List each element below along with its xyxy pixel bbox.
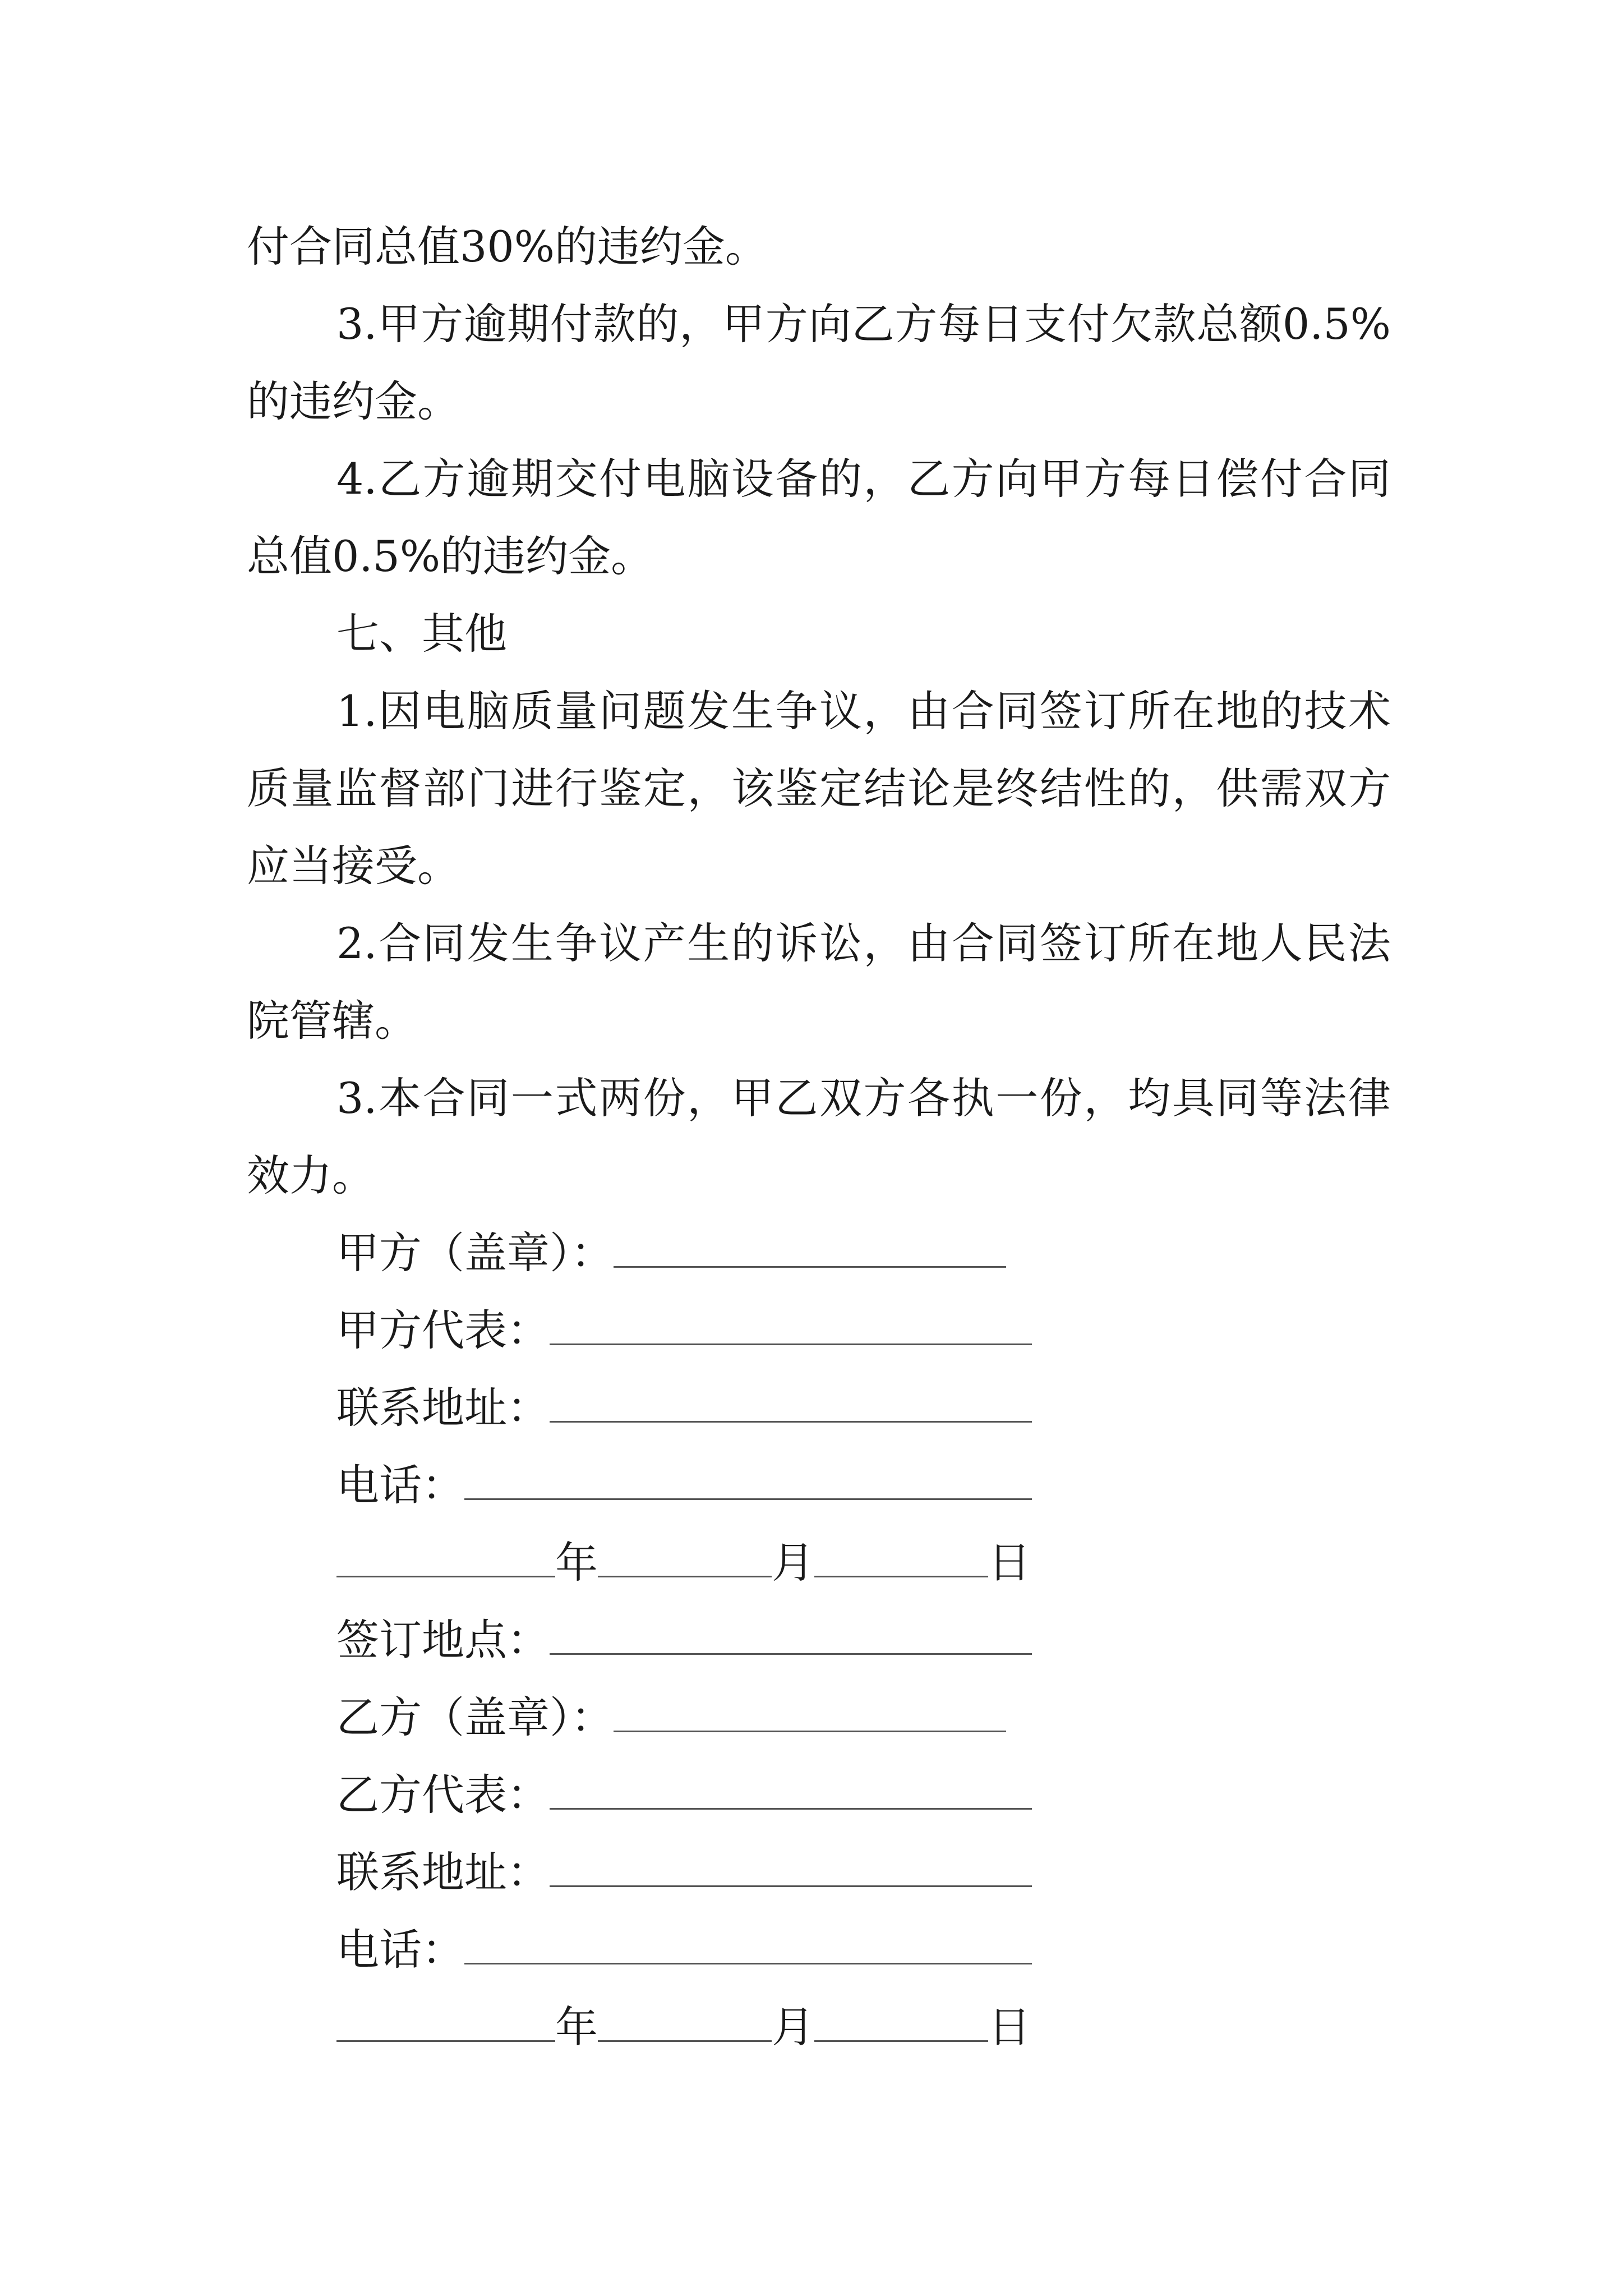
party-a-seal-label: 甲方（盖章）： [336,1228,614,1278]
party-a-seal-blank[interactable] [614,1229,1006,1268]
paragraph-line: 的违约金。 [247,376,460,426]
paragraph-line: 4.乙方逾期交付电脑设备的，乙方向甲方每日偿付合同 [336,454,1391,504]
party-b-seal-blank[interactable] [614,1694,1006,1732]
party-b-month-blank[interactable] [598,2003,772,2042]
party-a-phone-row [336,1446,1032,1525]
party-a-day-blank[interactable] [814,1539,988,1577]
signing-place-row [336,1601,1032,1680]
paragraph-line: 3.甲方逾期付款的，甲方向乙方每日支付欠款总额0.5% [336,299,1391,349]
party-a-date-row [336,1524,1031,1602]
party-b-address-label: 联系地址： [336,1847,550,1897]
party-b-phone-label: 电话： [336,1925,464,1975]
paragraph-line: 总值0.5%的违约金。 [247,531,654,581]
paragraph-line: 应当接受。 [247,841,460,891]
paragraph-line: 付合同总值30%的违约金。 [247,222,768,272]
party-b-rep-blank[interactable] [550,1771,1032,1810]
party-a-rep-blank[interactable] [550,1306,1032,1345]
signing-place-blank[interactable] [550,1616,1032,1655]
party-b-address-row [336,1833,1032,1912]
party-b-phone-blank[interactable] [464,1926,1032,1964]
party-b-day-blank[interactable] [814,2003,988,2042]
party-b-phone-row [336,1911,1032,1989]
party-a-phone-label: 电话： [336,1460,464,1510]
party-a-address-label: 联系地址： [336,1383,550,1433]
party-a-phone-blank[interactable] [464,1461,1032,1500]
party-b-seal-label: 乙方（盖章）： [336,1692,614,1742]
section-heading: 七、其他 [336,609,507,659]
party-a-month-blank[interactable] [598,1539,772,1577]
party-a-day-label: 日 [988,1538,1031,1588]
party-a-seal-row [336,1214,1006,1292]
paragraph-line: 2.合同发生争议产生的诉讼，由合同签订所在地人民法 [336,918,1391,968]
paragraph-line: 院管辖。 [247,996,417,1046]
party-b-rep-row [336,1756,1032,1834]
party-b-year-label: 年 [555,2002,598,2052]
paragraph-line: 质量监督部门进行鉴定，该鉴定结论是终结性的，供需双方 [247,763,1391,813]
party-b-year-blank[interactable] [336,2003,555,2042]
party-b-month-label: 月 [772,2002,814,2052]
party-a-year-label: 年 [555,1538,598,1588]
paragraph-line: 3.本合同一式两份，甲乙双方各执一份，均具同等法律 [336,1073,1391,1123]
paragraph-line: 1.因电脑质量问题发生争议，由合同签订所在地的技术 [336,686,1391,736]
party-a-address-row [336,1369,1032,1447]
party-a-address-blank[interactable] [550,1384,1032,1423]
paragraph-line: 效力。 [247,1151,375,1200]
signing-place-label: 签订地点： [336,1615,550,1665]
party-b-day-label: 日 [988,2002,1031,2052]
party-a-rep-row [336,1291,1032,1370]
party-b-rep-label: 乙方代表： [336,1770,550,1820]
party-b-date-row [336,1988,1031,2067]
party-a-month-label: 月 [772,1538,814,1588]
party-b-address-blank[interactable] [550,1848,1032,1887]
party-b-seal-row [336,1678,1006,1757]
party-a-rep-label: 甲方代表： [336,1305,550,1355]
party-a-year-blank[interactable] [336,1539,555,1577]
